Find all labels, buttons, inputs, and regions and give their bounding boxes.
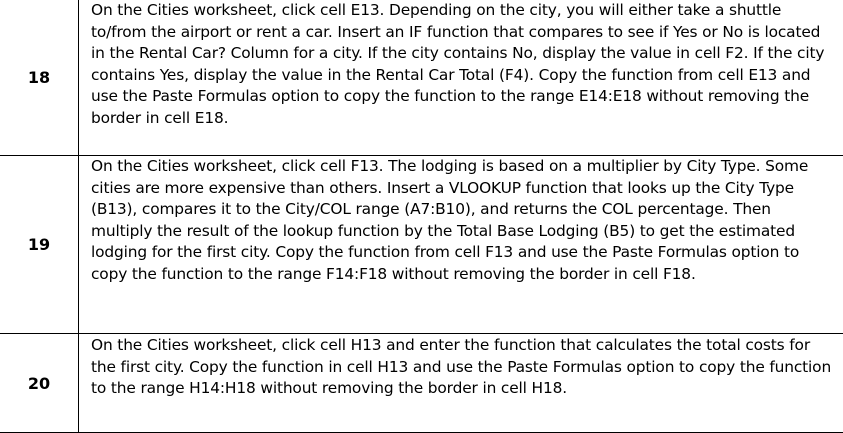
step-number: 19 bbox=[0, 156, 79, 333]
step-description: On the Cities worksheet, click cell H13 and enter the function that calculates the total costs for the first city. Copy the function in cell H13 and use the Paste Formulas option to copy the function to the range H14:H18 without removing the border in cell H18. bbox=[91, 336, 832, 398]
step-description: On the Cities worksheet, click cell E13. Depending on the city, you will either take a shuttle to/from the airport or rent a car. Insert an IF function that compares to see if Yes or No is located in the Rental Car? Column for a city. If the city contains No, display the value in cell F2. If the city contains Yes, display the value in the Rental Car Total (F4). Copy the function from cell E13 and use the Paste Formulas option to copy the function to the range E14:E18 without removing the border in cell E18. bbox=[91, 1, 825, 127]
step-row-19 bbox=[0, 156, 843, 334]
step-number: 20 bbox=[0, 334, 79, 432]
step-description: On the Cities worksheet, click cell F13. The lodging is based on a multiplier by City Type. Some cities are more expensive than others. Insert a VLOOKUP function that looks up the City Type (B13), compares it to the City/COL range (A7:B10), and returns the COL percentage. Then multiply the result of the lookup function by the Total Base Lodging (B5) to get the estimated lodging for the first city. Copy the function from cell F13 and use the Paste Formulas option to copy the function to the range F14:F18 without removing the border in cell F18. bbox=[91, 157, 809, 283]
step-number: 18 bbox=[0, 0, 79, 155]
step-row-20 bbox=[0, 334, 843, 433]
step-row-18 bbox=[0, 0, 843, 156]
